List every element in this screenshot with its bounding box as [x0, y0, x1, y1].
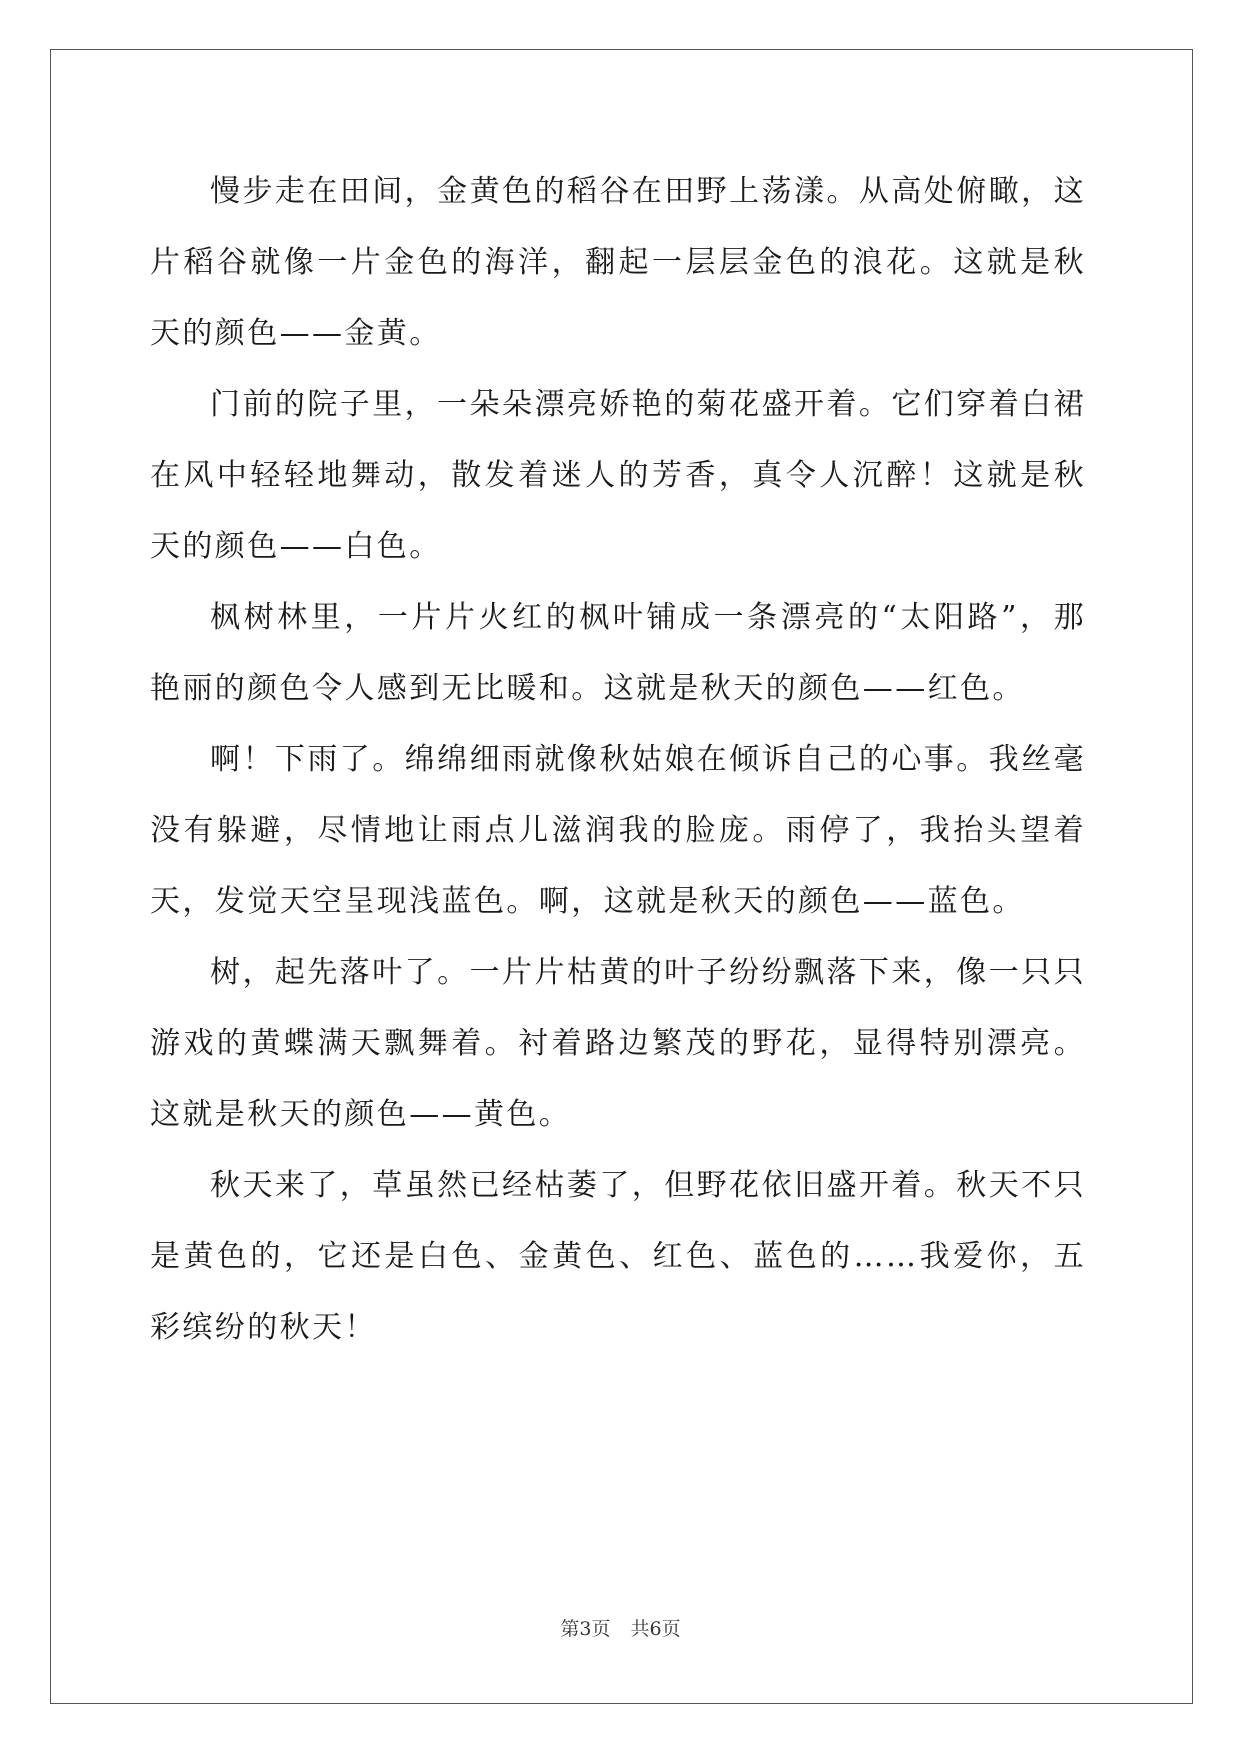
- paragraph-3: 枫树林里，一片片火红的枫叶铺成一条漂亮的“太阳路”，那艳丽的颜色令人感到无比暖和。这就是秋天的颜色——红色。: [150, 600, 1086, 706]
- current-page-number: 第3页: [560, 1618, 611, 1640]
- page-footer: [0, 1614, 1241, 1641]
- total-page-count: 共6页: [630, 1618, 681, 1640]
- document-body: [150, 156, 1086, 1363]
- paragraph-5: 树，起先落叶了。一片片枯黄的叶子纷纷飘落下来，像一只只游戏的黄蝶满天飘舞着。衬着路边繁茂的野花，显得特别漂亮。这就是秋天的颜色——黄色。: [150, 955, 1086, 1132]
- paragraph-2: 门前的院子里，一朵朵漂亮娇艳的菊花盛开着。它们穿着白裙在风中轻轻地舞动，散发着迷人的芳香，真令人沉醉！这就是秋天的颜色——白色。: [150, 387, 1086, 564]
- paragraph-4: 啊！下雨了。绵绵细雨就像秋姑娘在倾诉自己的心事。我丝毫没有躲避，尽情地让雨点儿滋润我的脸庞。雨停了，我抬头望着天，发觉天空呈现浅蓝色。啊，这就是秋天的颜色——蓝色。: [150, 742, 1086, 919]
- paragraph-6: 秋天来了，草虽然已经枯萎了，但野花依旧盛开着。秋天不只是黄色的，它还是白色、金黄色、红色、蓝色的……我爱你，五彩缤纷的秋天！: [150, 1168, 1086, 1345]
- paragraph-1: 慢步走在田间，金黄色的稻谷在田野上荡漾。从高处俯瞰，这片稻谷就像一片金色的海洋，翻起一层层金色的浪花。这就是秋天的颜色——金黄。: [150, 174, 1086, 351]
